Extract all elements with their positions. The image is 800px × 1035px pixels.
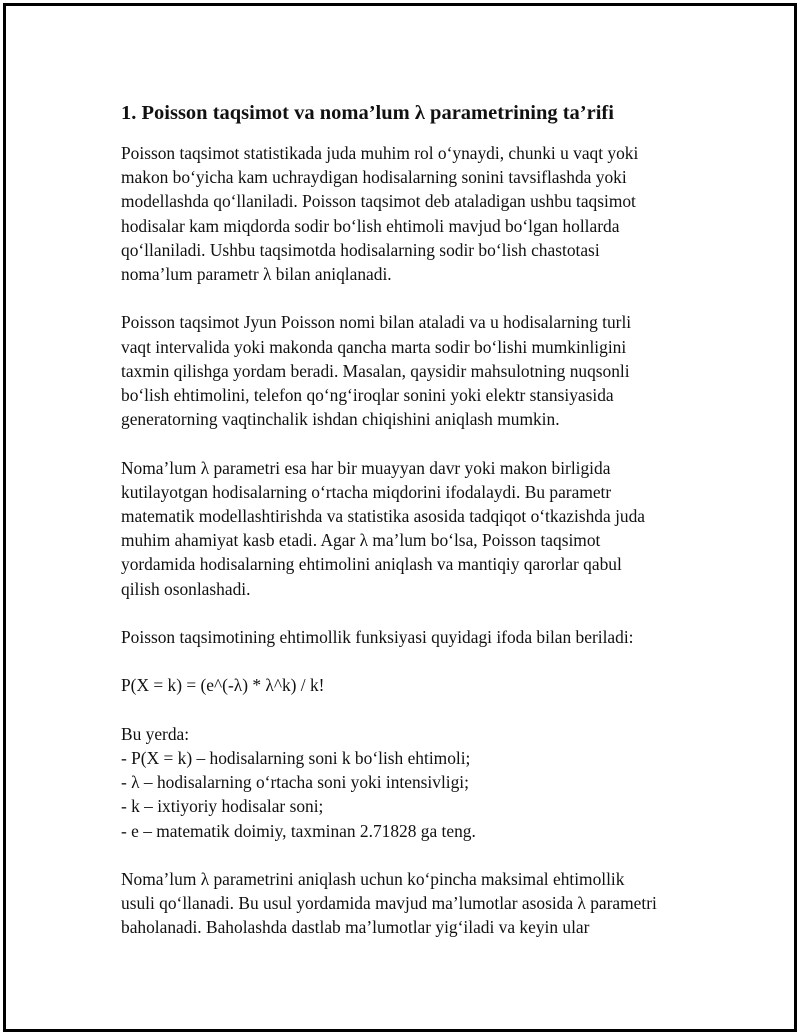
section-heading: 1. Poisson taqsimot va noma’lum λ parametrining ta’rifi (121, 102, 614, 124)
formula: P(X = k) = (e^(-λ) * λ^k) / k! (121, 675, 325, 696)
document-body (121, 99, 706, 940)
paragraph-intro: Poisson taqsimot statistikada juda muhim rol oʻynaydi, chunki u vaqt yoki makon boʻyicha kam uchraydigan hodisalarning sonini tavsiflashda yoki modellashda qoʻllaniladi. Poisson taqsimot deb ataladigan ushbu taqsimot hodisalar kam miqdorda sodir boʻlish ehtimoli mavjud boʻlgan hollarda qoʻllaniladi. Ushbu taqsimotda hodisalarning sodir boʻlish chastotasi noma’lum parametr λ bilan aniqlanadi. (121, 143, 639, 285)
page (3, 3, 797, 1032)
paragraph-lambda: Noma’lum λ parametri esa har bir muayyan davr yoki makon birligida kutilayotgan hodisalarning oʻrtacha miqdorini ifodalaydi. Bu parametr matematik modellashtirishda va statistika asosida tadqiqot oʻtkazishda juda muhim ahamiyat kasb etadi. Agar λ ma’lum boʻlsa, Poisson taqsimot yordamida hodisalarning ehtimolini aniqlash va mantiqiy qarorlar qabul qilish osonlashadi. (121, 457, 646, 599)
paragraph-origin: Poisson taqsimot Jyun Poisson nomi bilan ataladi va u hodisalarning turli vaqt intervalida yoki makonda qancha marta sodir boʻlishi mumkinligini taxmin qilishga yordam beradi. Masalan, qaysidir mahsulotning nuqsonli boʻlish ehtimolini, telefon qoʻngʻiroqlar sonini yoki elektr stansiyasida generatorning vaqtinchalik ishdan chiqishini aniqlash mumkin. (121, 312, 632, 430)
paragraph-estimation: Noma’lum λ parametrini aniqlash uchun koʻpincha maksimal ehtimollik usuli qoʻllanadi. Bu usul yordamida mavjud ma’lumotlar asosida λ parametri baholanadi. Baholashda dastlab ma’lumotlar yigʻiladi va keyin ular (121, 869, 657, 938)
definitions-list: Bu yerda: - P(X = k) – hodisalarning soni k boʻlish ehtimoli; - λ – hodisalarning oʻrtacha soni yoki intensivligi; - k – ixtiyoriy hodisalar soni; - e – matematik doimiy, taxminan 2.71828 ga teng. (121, 723, 476, 841)
paragraph-formula-intro: Poisson taqsimotining ehtimollik funksiyasi quyidagi ifoda bilan beriladi: (121, 627, 634, 648)
